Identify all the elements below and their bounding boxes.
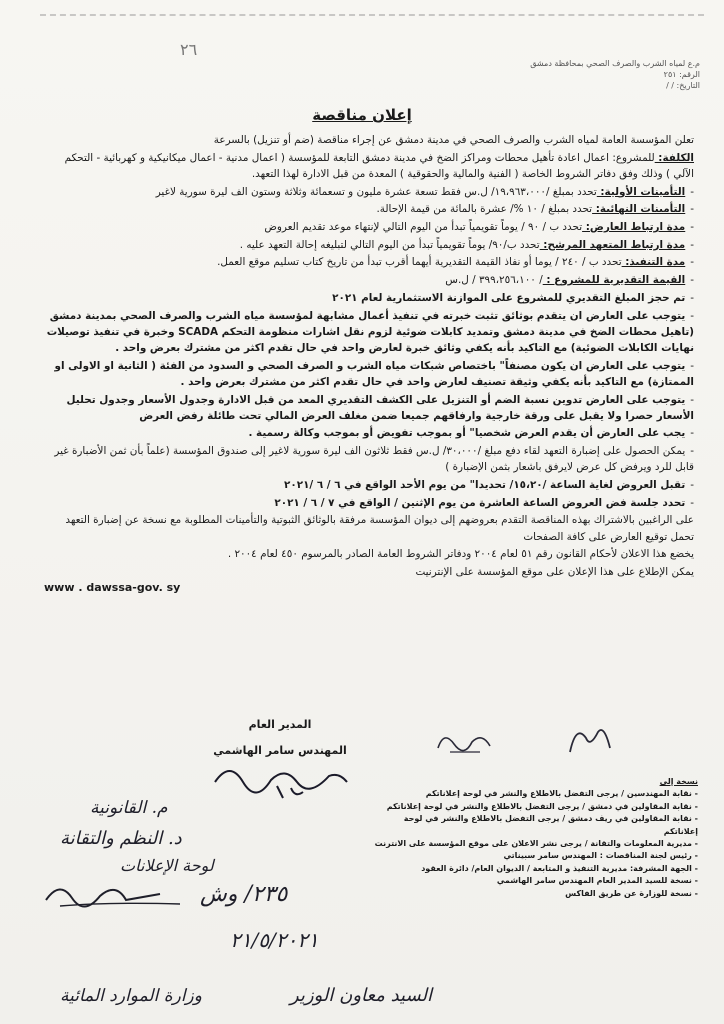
paragraph-label: التأمينات النهائية: xyxy=(592,203,686,216)
paragraph-label: مدة التنفيذ: xyxy=(621,256,686,269)
copies-heading: نسخة إلى xyxy=(659,777,698,786)
copy-item: - مديرية المعلومات والتقانة / يرجى نشر الاعلان على موقع المؤسسة على الانترنت xyxy=(374,839,698,849)
paragraph-label: القيمة التقديرية للمشروع : xyxy=(542,274,686,287)
copy-item: - نسخة للسيد المدير العام المهندس سامر الهاشمي xyxy=(496,876,698,886)
paragraph-execution_period xyxy=(44,254,694,270)
paragraph-text: يتوجب على العارض تدوين نسبة الضم أو التنزيل على الكشف التقديري المعد من قبل الادارة وجدول الأسعار وجدول تحليل الأسعار حصرا ولا يقبل على ورقة خارجية وارفاقهم جميعا ضمن مغلف العرض المالي تحت طائلة رفض العرض xyxy=(66,393,694,422)
handwritten-note: ٢١/٥/٢٠٢١ xyxy=(230,928,319,952)
top-handwritten-mark: ٢٦ xyxy=(180,40,198,59)
handwritten-note: السيد معاون الوزير xyxy=(290,985,433,1006)
org-header xyxy=(520,58,700,91)
handwritten-note: وزارة الموارد المائية xyxy=(60,986,202,1006)
paragraph-text: يتوجب على العارض ان يكون مصنفاً" باختصاص شبكات مياه الشرب و الصرف الصحي و السدود من الفئة ( الثانية او الاولى او الممتازة) مع التاكيد بأنه يكفي وثيقة تصنيف لعارض واحد في حال تقدم اكثر من مشترك بعرض واحد . xyxy=(54,359,694,388)
paragraph-text: تحدد جلسة فض العروض الساعة العاشرة من يوم الإثنين / الواقع في ٧ / ٦ / ٢٠٢١ xyxy=(274,496,686,509)
handwritten-note: لوحة الإعلانات xyxy=(120,856,214,875)
paragraph-text: يتوجب على العارض ان يتقدم بوثائق تثبت خبرته في تنفيذ أعمال مشابهة لمؤسسة مياه الشرب والصرف الصحي بمدينة دمشق (تاهيل محطات الضخ في مدينة دمشق وتمديد كابلات ضوئية لزوم نقل اشارات منظومة التحكم SCADA وخبرة في تنفيذ توصيلات نهايات الكابلات الضوئية) مع التاكيد بأنه يكفي وثائق خبرة لعارض واحد في حال تقدم اكثر من مشترك بعرض واحد . xyxy=(46,309,694,354)
copy-item: - الجهة المشرفة: مديرية التنفيذ و المتابعة / الديوان العام/ دائرة العقود xyxy=(421,863,698,873)
paragraph-text: تحدد بمبلغ / ١٠ %/ عشرة بالمائة من قيمة الإحالة. xyxy=(376,203,593,216)
paragraph-reservation xyxy=(44,290,694,306)
signatory-name: المهندس سامر الهاشمي xyxy=(213,744,347,757)
copy-item: - نقابة المقاولين في ريف دمشق / يرجى التفضل بالاطلاع والنشر في لوحة إعلاناتكم xyxy=(403,814,698,836)
signature-mark-1 xyxy=(430,722,500,762)
signature-mark-2 xyxy=(560,718,620,762)
paragraph-text: تم حجز المبلغ التقديري للمشروع على الموازنة الاستثمارية لعام ٢٠٢١ xyxy=(332,291,686,304)
copy-item: - نقابة المقاولين في دمشق / يرجى التفضل بالاطلاع والنشر في لوحة إعلاناتكم xyxy=(386,801,698,811)
paragraph-dossier xyxy=(44,443,694,475)
ref-date: التاريخ: / / xyxy=(666,81,700,90)
paragraph-experience xyxy=(44,308,694,357)
paragraph-text: تحدد ب / ٩٠ / يوماً تقويمياً تبدأ من اليوم التالي لإنتهاء موعد تقديم العروض xyxy=(264,221,583,234)
scan-edge xyxy=(40,14,704,18)
handwritten-note: د. النظم والتقانة xyxy=(60,828,182,849)
paragraph-opening xyxy=(44,495,694,511)
paragraph-initial_deposit xyxy=(44,184,694,200)
copy-item: - نقابة المهندسين / يرجى التفضل بالاطلاع والنشر في لوحة إعلاناتكم xyxy=(425,789,698,799)
paragraph-label: الكلفة: xyxy=(654,151,694,164)
paragraph-text: للمشروع: اعمال اعادة تأهيل محطات ومراكز الضخ في مدينة دمشق التابعة للمؤسسة ( اعمال مدنية - اعمال ميكانيكية و كهربائية - التحكم الآلي ) وذلك وفق دفاتر الشروط الخاصة ( الفنية والمالية والحقوقية ) المعدة من قبل الادارة لهذا التعهد. xyxy=(64,151,694,180)
paragraph-project xyxy=(44,150,694,182)
signatory-role: المدير العام xyxy=(248,718,312,731)
paragraph-text: تحدد بمبلغ /١٩،٩٦٣،٠٠٠/ ل.س فقط تسعة عشرة مليون و تسعمائة وثلاثة وستون الف ليرة سورية لاغير xyxy=(155,185,597,198)
paragraph-pricing xyxy=(44,392,694,424)
paragraph-final_deposit xyxy=(44,201,694,217)
copies-to xyxy=(368,776,698,900)
handwritten-scribble xyxy=(40,872,190,912)
handwritten-note: م. القانونية xyxy=(90,798,168,818)
copy-item: - رئيس لجنة المناقصات : المهندس سامر سبيناتي xyxy=(503,851,698,861)
handwritten-note: ٢٣٥/ وش xyxy=(200,882,288,907)
paragraph-text: على الراغبين بالاشتراك بهذه المناقصة التقدم بعروضهم إلى ديوان المؤسسة مرفقة بالوثائق الثبوتية والتأمينات المطلوبة مع نسخة عن إضبارة التعهد تحمل توقيع العارض على كافة الصفحات xyxy=(65,514,694,543)
paragraph-label: التأمينات الأولية: xyxy=(596,185,686,198)
paragraph-text: تقبل العروض لغاية الساعة /١٥،٢٠/ تحديدا" من يوم الأحد الواقع في ٦ / ٦ /٢٠٢١ xyxy=(284,479,686,492)
paragraph-bidder_period xyxy=(44,219,694,235)
paragraph-text: تحدد ب / ٢٤٠ / يوما أو نفاذ القيمة التقديرية أيهما أقرب تبدأ من تاريخ كتاب تسليم موقع العمل. xyxy=(217,256,622,269)
paragraph-text: يمكن الحصول على إضبارة التعهد لقاء دفع مبلغ /٣٠،٠٠٠/ ل.س فقط ثلاثون الف ليرة سورية لاغير إلى صندوق المؤسسة (علماً بأن ثمن الأضبارة غير قابل للرد ويرفض كل عرض لايرفق باشعار بثمن الإضبارة ) xyxy=(54,445,694,474)
paragraph-label: مدة ارتباط العارض: xyxy=(582,221,686,234)
paragraph-classification xyxy=(44,358,694,390)
paragraph-text: يجب على العارض أن يقدم العرض شخصيا" أو بموجب تفويض أو بموجب وكالة رسمية . xyxy=(248,427,686,440)
announcement-body xyxy=(44,132,694,598)
website-url[interactable]: www . dawssa-gov. sy xyxy=(44,581,181,595)
paragraph-text: تحدد ب/٩٠/ يوماً تقويمياً تبدأ من اليوم التالي لتبليغه إحالة التعهد عليه . xyxy=(239,238,540,251)
paragraph-text: يمكن الإطلاع على هذا الإعلان على موقع المؤسسة على الإنترنيت xyxy=(415,566,694,579)
paragraph-contractor_period xyxy=(44,237,694,253)
paragraph-estimated_value xyxy=(44,272,694,288)
paragraph-law xyxy=(44,546,694,562)
org-line: م.ع لمياه الشرب والصرف الصحي بمحافظة دمشق xyxy=(530,59,700,68)
paragraph-intro xyxy=(44,132,694,148)
paragraph-text: / ٣٩٩،٢٥٦،١٠٠ / ل.س xyxy=(445,274,543,287)
paragraph-submission xyxy=(44,512,694,544)
paragraph-in_person xyxy=(44,425,694,441)
paragraph-website_line xyxy=(44,564,694,596)
ref-number: الرقم: ٢٥١ xyxy=(663,70,700,79)
paragraph-label: مدة ارتباط المتعهد المرشح: xyxy=(539,238,686,251)
paragraph-text: يخضع هذا الاعلان لأحكام القانون رقم ٥١ لعام ٢٠٠٤ ودفاتر الشروط العامة الصادر بالمرسوم ٤٥٠ لعام ٢٠٠٤ . xyxy=(227,548,694,561)
paragraph-deadline xyxy=(44,477,694,493)
paragraph-text: تعلن المؤسسة العامة لمياه الشرب والصرف الصحي في مدينة دمشق عن إجراء مناقصة (ضم أو تنزيل) بالسرعة xyxy=(213,134,694,146)
director-signature xyxy=(205,752,355,802)
copy-item: - نسخة للوزارة عن طريق الفاكس xyxy=(565,888,698,898)
page-title: إعلان مناقصة xyxy=(312,106,412,124)
